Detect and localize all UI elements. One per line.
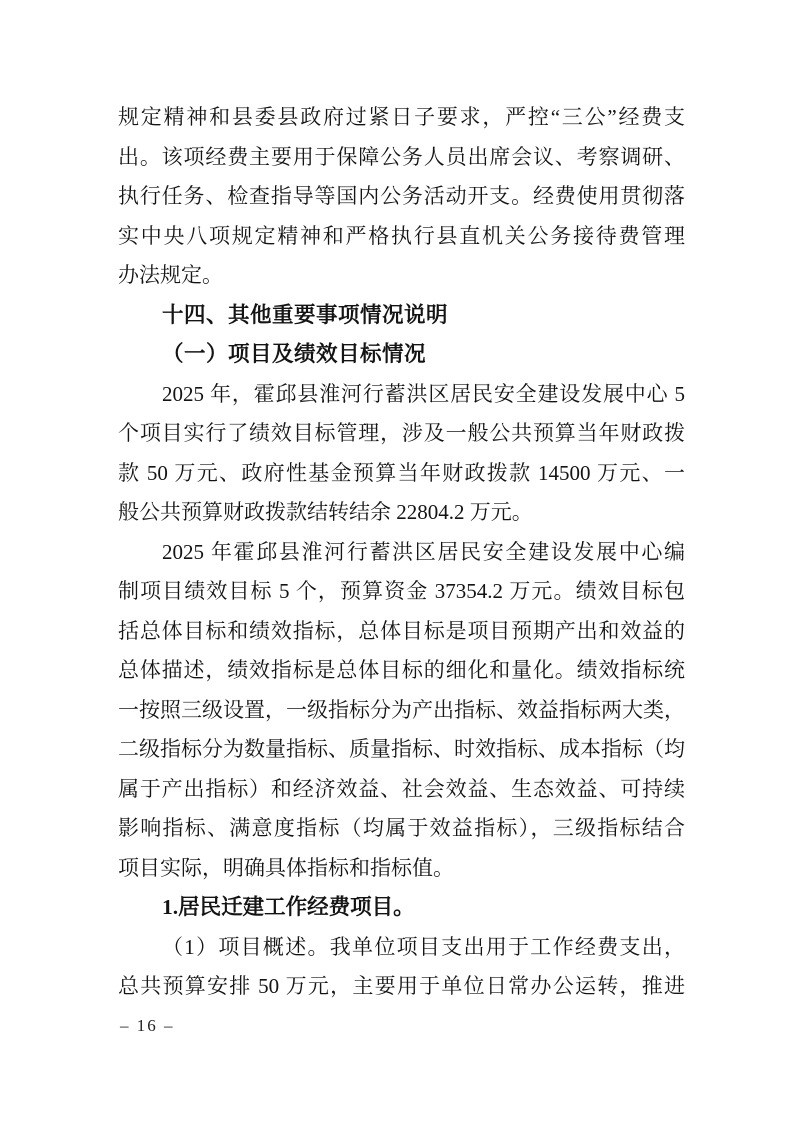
body-line: 般公共预算财政拨款结转结余 22804.2 万元。 xyxy=(118,500,533,524)
body-line: 出。该项经费主要用于保障公务人员出席会议、考察调研、 xyxy=(118,144,685,169)
body-line: 属于产出指标）和经济效益、社会效益、生态效益、可持续 xyxy=(118,776,685,801)
body-line: 2025 年，霍邱县淮河行蓄洪区居民安全建设发展中心 5 xyxy=(162,381,685,406)
body-line: 制项目绩效目标 5 个，预算资金 37354.2 万元。绩效目标包 xyxy=(118,579,685,603)
body-line: 2025 年霍邱县淮河行蓄洪区居民安全建设发展中心编 xyxy=(162,539,685,564)
body-line: 个项目实行了绩效目标管理，涉及一般公共预算当年财政拨 xyxy=(118,421,685,445)
body-line: 一按照三级设置，一级指标分为产出指标、效益指标两大类， xyxy=(118,697,685,722)
body-line: 二级指标分为数量指标、质量指标、时效指标、成本指标（均 xyxy=(118,737,685,761)
body-line: 总共预算安排 50 万元，主要用于单位日常办公运转，推进 xyxy=(118,974,685,998)
body-line: 办法规定。 xyxy=(118,263,223,287)
body-line: 总体描述，绩效指标是总体目标的细化和量化。绩效指标统 xyxy=(118,658,685,682)
section-heading-14: 十四、其他重要事项情况说明 xyxy=(162,302,449,327)
body-line: （1）项目概述。我单位项目支出用于工作经费支出， xyxy=(162,934,685,959)
page-number: – 16 – xyxy=(120,1016,175,1035)
body-line: 规定精神和县委县政府过紧日子要求，严控“三公”经费支 xyxy=(118,105,685,129)
item-heading-1: 1.居民迁建工作经费项目。 xyxy=(162,895,415,919)
body-line: 项目实际，明确具体指标和指标值。 xyxy=(118,855,454,880)
document-text-block xyxy=(118,98,685,1007)
body-line: 实中央八项规定精神和严格执行县直机关公务接待费管理 xyxy=(118,223,685,248)
body-line: 执行任务、检查指导等国内公务活动开支。经费使用贯彻落 xyxy=(118,184,685,208)
body-line: 影响指标、满意度指标（均属于效益指标），三级指标结合 xyxy=(118,816,685,840)
subsection-heading-1: （一）项目及绩效目标情况 xyxy=(162,342,427,366)
body-line: 括总体目标和绩效指标，总体目标是项目预期产出和效益的 xyxy=(118,618,685,643)
body-line: 款 50 万元、政府性基金预算当年财政拨款 14500 万元、一 xyxy=(118,460,685,485)
